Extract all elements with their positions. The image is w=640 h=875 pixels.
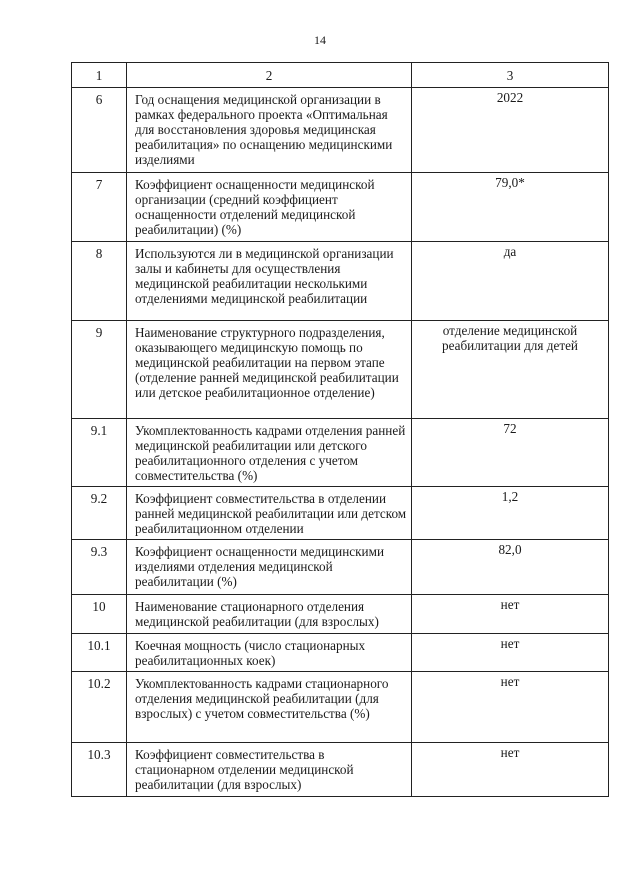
header-cell-2: 2 xyxy=(127,63,412,88)
row-number: 10.2 xyxy=(72,672,127,743)
row-number: 9 xyxy=(72,321,127,419)
row-number: 10 xyxy=(72,595,127,634)
row-name: Наименование структурного подразделения, оказывающего медицинскую помощь по медицинской реабилитации на первом этапе (отделение ранней медицинской реабилитации или детское реабилитационное отделение) xyxy=(127,321,412,419)
row-name: Используются ли в медицинской организации залы и кабинеты для осуществления медицинской реабилитации несколькими отделениями медицинской реабилитации xyxy=(127,242,412,321)
table-row xyxy=(72,88,609,173)
row-value: 1,2 xyxy=(412,487,609,540)
table-row xyxy=(72,743,609,797)
table-row xyxy=(72,595,609,634)
row-number: 6 xyxy=(72,88,127,173)
page-number: 14 xyxy=(314,33,326,47)
header-cell-1: 1 xyxy=(72,63,127,88)
row-number: 10.1 xyxy=(72,634,127,672)
row-value: отделение медицинской реабилитации для детей xyxy=(412,321,609,419)
row-value: нет xyxy=(412,595,609,634)
row-name: Коэффициент оснащенности медицинской организации (средний коэффициент оснащенности отделений медицинской реабилитации) (%) xyxy=(127,173,412,242)
data-table xyxy=(71,62,609,797)
row-name: Коэффициент совместительства в стационарном отделении медицинской реабилитации (для взрослых) xyxy=(127,743,412,797)
row-number: 9.3 xyxy=(72,540,127,595)
table-row xyxy=(72,540,609,595)
table-row xyxy=(72,672,609,743)
row-number: 7 xyxy=(72,173,127,242)
table-row xyxy=(72,634,609,672)
row-name: Год оснащения медицинской организации в рамках федерального проекта «Оптимальная для восстановления здоровья медицинская реабилитация» по оснащению медицинскими изделиями xyxy=(127,88,412,173)
row-number: 10.3 xyxy=(72,743,127,797)
table-row xyxy=(72,419,609,487)
row-value: 82,0 xyxy=(412,540,609,595)
row-number: 8 xyxy=(72,242,127,321)
row-name: Укомплектованность кадрами отделения ранней медицинской реабилитации или детского реабилитационного отделения с учетом совместительства (%) xyxy=(127,419,412,487)
row-value: да xyxy=(412,242,609,321)
row-value: нет xyxy=(412,634,609,672)
row-number: 9.2 xyxy=(72,487,127,540)
row-value: нет xyxy=(412,672,609,743)
row-name: Укомплектованность кадрами стационарного отделения медицинской реабилитации (для взрослых) с учетом совместительства (%) xyxy=(127,672,412,743)
row-value: 72 xyxy=(412,419,609,487)
row-value: нет xyxy=(412,743,609,797)
table-row xyxy=(72,173,609,242)
row-name: Коэффициент совместительства в отделении ранней медицинской реабилитации или детском реабилитационном отделении xyxy=(127,487,412,540)
row-name: Коэффициент оснащенности медицинскими изделиями отделения медицинской реабилитации (%) xyxy=(127,540,412,595)
table-row xyxy=(72,321,609,419)
table-row xyxy=(72,487,609,540)
row-value: 79,0* xyxy=(412,173,609,242)
row-value: 2022 xyxy=(412,88,609,173)
table-header-row xyxy=(72,63,609,88)
table-row xyxy=(72,242,609,321)
row-name: Коечная мощность (число стационарных реабилитационных коек) xyxy=(127,634,412,672)
header-cell-3: 3 xyxy=(412,63,609,88)
row-number: 9.1 xyxy=(72,419,127,487)
row-name: Наименование стационарного отделения медицинской реабилитации (для взрослых) xyxy=(127,595,412,634)
